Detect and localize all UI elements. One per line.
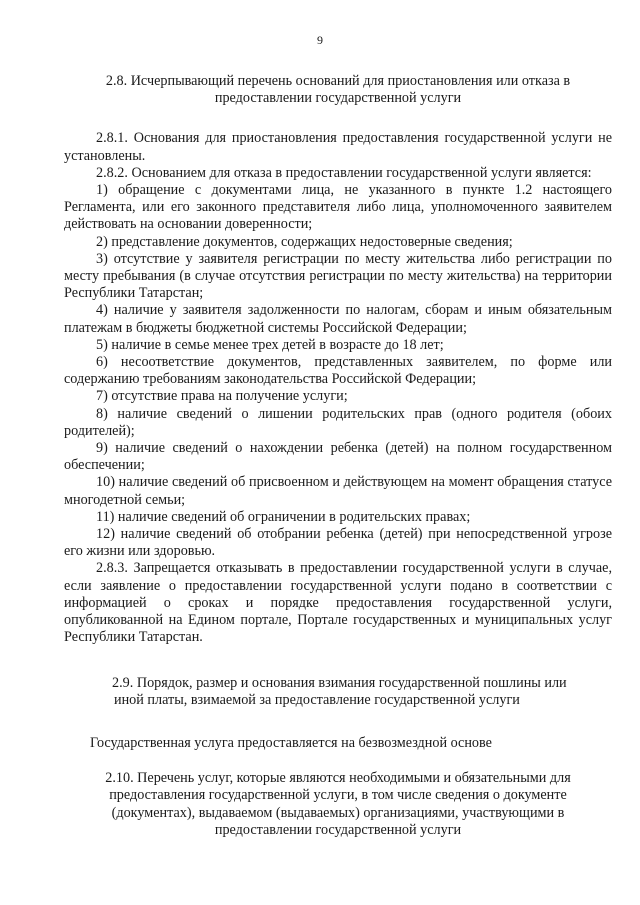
list-item-8: 8) наличие сведений о лишении родительских прав (одного родителя (обоих родителей); (64, 405, 612, 439)
list-item-6: 6) несоответствие документов, представленных заявителем, по форме или содержанию требованиям законодательства Российской Федерации; (64, 354, 612, 388)
section-2-9-heading-line1: 2.9. Порядок, размер и основания взимания государственной пошлины или (112, 674, 567, 691)
list-item-4: 4) наличие у заявителя задолженности по налогам, сборам и иным обязательным платежам в бюджеты бюджетной системы Российской Федерации; (64, 302, 612, 336)
section-2-10-heading-line1: 2.10. Перечень услуг, которые являются необходимыми и обязательными для (105, 770, 571, 787)
document-body (64, 73, 612, 839)
list-item-5: 5) наличие в семье менее трех детей в возрасте до 18 лет; (96, 336, 444, 353)
list-item-7: 7) отсутствие права на получение услуги; (96, 388, 348, 405)
section-2-10-heading-line4: предоставлении государственной услуги (214, 821, 462, 838)
paragraph-2-8-1: 2.8.1. Основания для приостановления предоставления государственной услуги не установлены. (64, 130, 612, 164)
section-2-10-heading-line2: предоставления государственной услуги, в том числе сведения о документе (109, 787, 567, 804)
section-2-10-heading (64, 770, 612, 839)
paragraph-2-8-3: 2.8.3. Запрещается отказывать в предоставлении государственной услуги в случае, если заявление о предоставлении государственной услуги подано в соответствии с информацией о сроках и порядке предоставления государственной услуги, опубликованной на Едином портале, Портале государственных и муниципальных услуг Республики Татарстан. (64, 560, 612, 646)
section-2-8-heading-line1: 2.8. Исчерпывающий перечень оснований для приостановления или отказа в (105, 73, 571, 89)
list-item-2: 2) представление документов, содержащих недостоверные сведения; (96, 233, 513, 250)
section-2-8-heading-line2: предоставлении государственной услуги (214, 90, 462, 107)
section-2-8-heading (64, 73, 612, 107)
list-item-10: 10) наличие сведений об присвоенном и действующем на момент обращения статусе многодетной семьи; (64, 474, 612, 508)
section-2-10-heading-line3: (документах), выдаваемом (выдаваемых) организациями, участвующими в (111, 804, 565, 821)
section-2-9-text: Государственная услуга предоставляется на безвозмездной основе (90, 734, 492, 751)
paragraph-2-8-2: 2.8.2. Основанием для отказа в предоставлении государственной услуги является: (96, 164, 592, 181)
list-item-3: 3) отсутствие у заявителя регистрации по месту жительства либо регистрации по месту пребывания (в случае отсутствия регистрации по месту жительства) на территории Республики Татарстан; (64, 250, 612, 302)
section-2-9-heading (64, 675, 612, 709)
list-item-9: 9) наличие сведений о нахождении ребенка (детей) на полном государственном обеспечении; (64, 440, 612, 474)
section-2-9-heading-line2: иной платы, взимаемой за предоставление государственной услуги (114, 691, 520, 708)
page-number: 9 (317, 33, 323, 47)
list-item-12: 12) наличие сведений об отобрании ребенка (детей) при непосредственной угрозе его жизни или здоровью. (64, 526, 612, 560)
list-item-11: 11) наличие сведений об ограничении в родительских правах; (96, 508, 471, 525)
list-item-1: 1) обращение с документами лица, не указанного в пункте 1.2 настоящего Регламента, или его законного представителя либо лица, уполномоченного заявителем действовать на основании доверенности; (64, 182, 612, 233)
